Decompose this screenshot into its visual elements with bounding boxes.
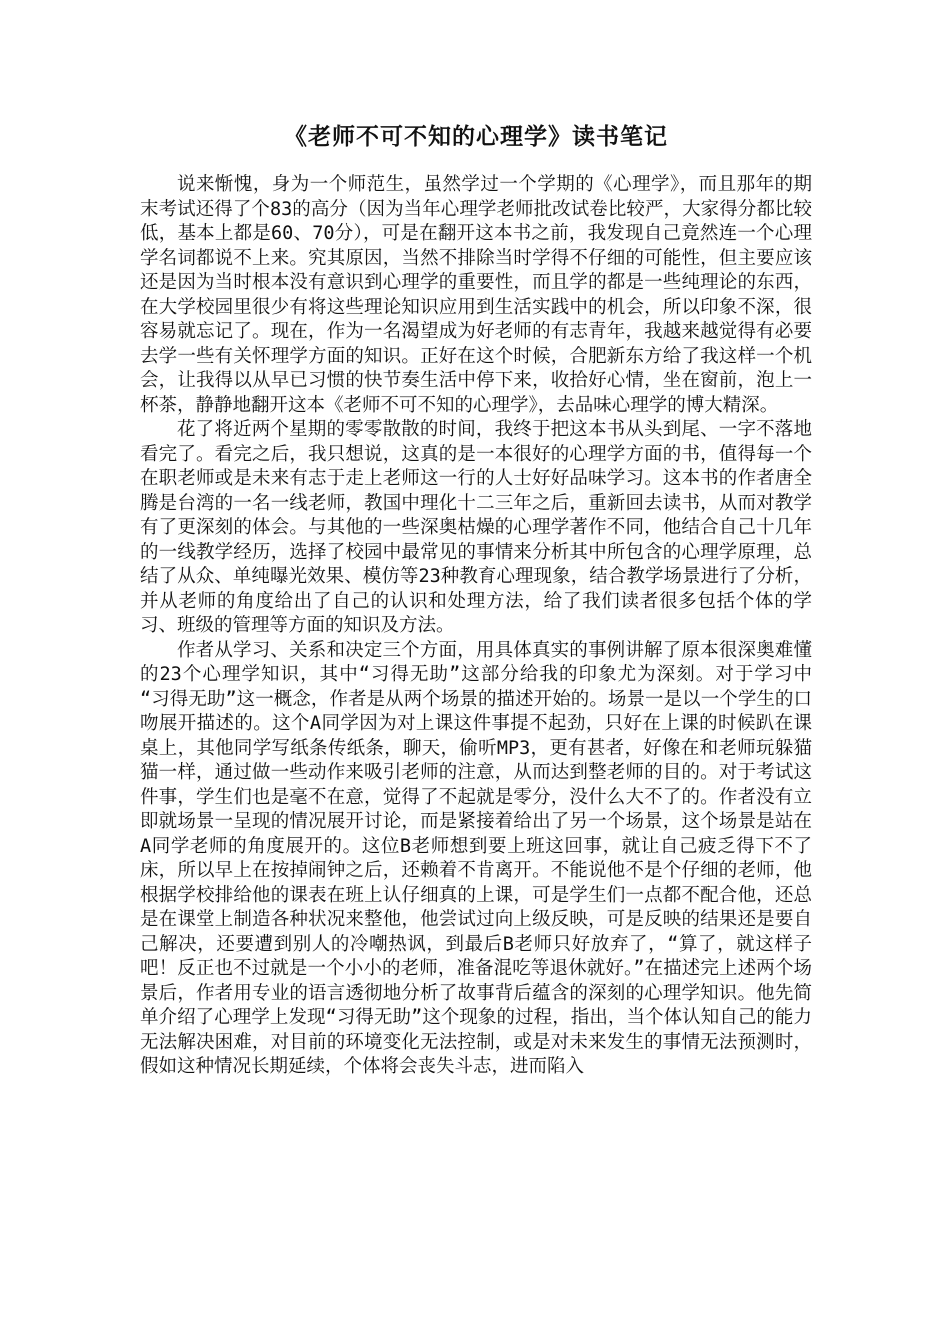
paragraph-2: 花了将近两个星期的零零散散的时间，我终于把这本书从头到尾、一字不落地看完了。看完之后，我只想说，这真的是一本很好的心理学方面的书，值得每一个在职老师或是未来有志于走上老师这一行的人士好好品味学习。这本书的作者唐全腾是台湾的一名一线老师，教国中理化十二三年之后，重新回去读书，从而对教学有了更深刻的体会。与其他的一些深奥枯燥的心理学著作不同，他结合自己十几年的一线教学经历，选择了校园中最常见的事情来分析其中所包含的心理学原理，总结了从众、单纯曝光效果、模仿等23种教育心理现象，结合教学场景进行了分析，并从老师的角度给出了自己的认识和处理方法，给了我们读者很多包括个体的学习、班级的管理等方面的知识及方法。	[140, 419, 812, 636]
document-page	[140, 118, 812, 1080]
paragraph-1: 说来惭愧，身为一个师范生，虽然学过一个学期的《心理学》，而且那年的期末考试还得了个83的高分（因为当年心理学老师批改试卷比较严，大家得分都比较低，基本上都是60、70分），可是在翻开这本书之前，我发现自己竟然连一个心理学名词都说不上来。究其原因，当然不排除当时学得不仔细的可能性，但主要应该还是因为当时根本没有意识到心理学的重要性，而且学的都是一些纯理论的东西，在大学校园里很少有将这些理论知识应用到生活实践中的机会，所以印象不深，很容易就忘记了。现在，作为一名渴望成为好老师的有志青年，我越来越觉得有必要去学一些有关怀理学方面的知识。正好在这个时候，合肥新东方给了我这样一个机会，让我得以从早已习惯的快节奏生活中停下来，收拾好心情，坐在窗前，泡上一杯茶，静静地翻开这本《老师不可不知的心理学》，去品味心理学的博大精深。	[140, 174, 812, 416]
document-title: 《老师不可不知的心理学》读书笔记	[284, 123, 668, 150]
paragraph-3: 作者从学习、关系和决定三个方面，用具体真实的事例讲解了原本很深奥难懂的23个心理学知识，其中“习得无助”这部分给我的印象尤为深刻。对于学习中 “习得无助”这一概念，作者是从两个场景的描述开始的。场景一是以一个学生的口吻展开描述的。这个A同学因为对上课这件事提不起劲，只好在上课的时候趴在课桌上，其他同学写纸条传纸条，聊天，偷听MP3，更有甚者，好像在和老师玩躲猫猫一样，通过做一些动作来吸引老师的注意，从而达到整老师的目的。对于考试这件事，学生们也是毫不在意，觉得了不起就是零分，没什么大不了的。作者没有立即就场景一呈现的情况展开讨论，而是紧接着给出了另一个场景，这个场景是站在A同学老师的角度展开的。这位B老师想到要上班这回事，就让自己疲乏得下不了床，所以早上在按掉闹钟之后，还赖着不肯离开。不能说他不是个仔细的老师，他根据学校排给他的课表在班上认仔细真的上课，可是学生们一点都不配合他，还总是在课堂上制造各种状况来整他，他尝试过向上级反映，可是反映的结果还是要自己解决，还要遭到别人的冷嘲热讽，到最后B老师只好放弃了，“算了，就这样子吧！反正也不过就是一个小小的老师，准备混吃等退休就好。”在描述完上述两个场景后，作者用专业的语言透彻地分析了故事背后蕴含的深刻的心理学知识。他先简单介绍了心理学上发现“习得无助”这个现象的过程，指出，当个体认知自己的能力无法解决困难，对目前的环境变化无法控制，或是对未来发生的事情无法预测时，假如这种情况长期延续，个体将会丧失斗志，进而陷入	[140, 639, 812, 1077]
